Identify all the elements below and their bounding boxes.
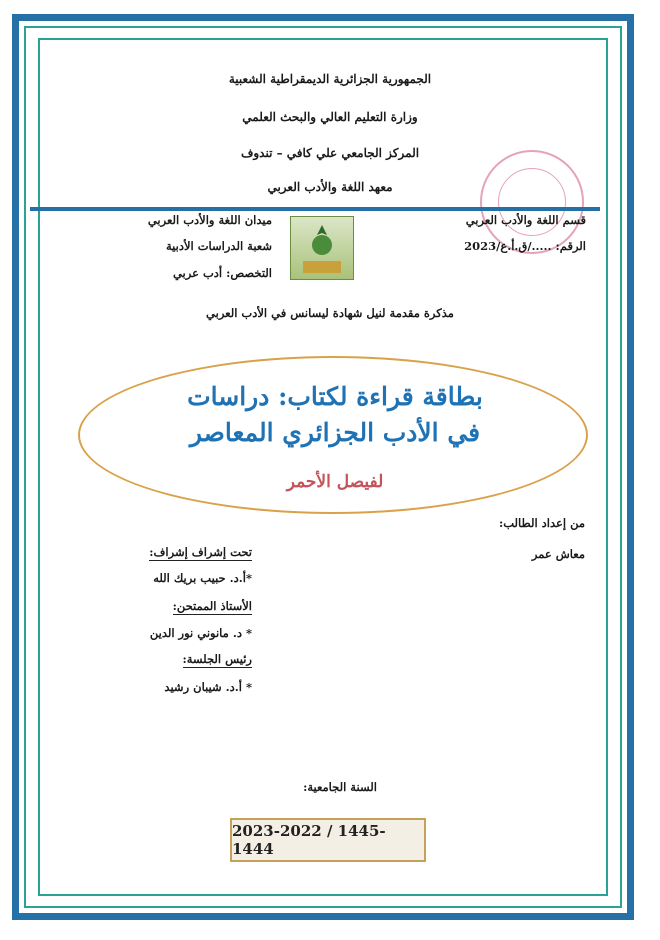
memo-statement: مذكرة مقدمة لنيل شهادة ليسانس في الأدب العربي xyxy=(206,306,454,320)
specialty-label: التخصص: أدب عربي xyxy=(172,266,272,280)
supervisor-label-text: تحت إشراف إشراف: xyxy=(149,545,252,559)
reference-number: الرقم: ...../ق.أ.ع/2023 xyxy=(464,239,586,253)
book-author: لفيصل الأحمر xyxy=(286,472,384,492)
header-institute: معهد اللغة والأدب العربي xyxy=(267,180,393,194)
examiner-label-text: الأستاذ الممتحن: xyxy=(172,599,252,613)
section-divider xyxy=(30,207,600,211)
header-country: الجمهورية الجزائرية الديمقراطية الشعبية xyxy=(228,72,432,86)
book-title-line2: في الأدب الجزائري المعاصر xyxy=(189,418,481,447)
supervisor-label xyxy=(100,545,252,559)
academic-year-label: السنة الجامعية: xyxy=(303,780,377,794)
examiner-label xyxy=(100,599,252,613)
chair-label-text: رئيس الجلسة: xyxy=(182,652,252,666)
department-label: قسم اللغة والأدب العربي xyxy=(465,213,586,227)
student-label: من إعداد الطالب: xyxy=(498,516,585,530)
branch-label: شعبة الدراسات الأدبية xyxy=(166,239,272,253)
chair-name: * أ.د. شيبان رشيد xyxy=(164,680,252,694)
book-title-line1: بطاقة قراءة لكتاب: دراسات xyxy=(187,382,483,411)
supervisor-name: *أ.د. حبيب بريك الله xyxy=(153,571,252,585)
academic-year-value: 2023-2022 / 1445-1444 xyxy=(232,822,386,858)
student-name: معاش عمر xyxy=(531,547,585,561)
header-ministry: وزارة التعليم العالي والبحث العلمي xyxy=(242,110,418,124)
chair-label xyxy=(100,652,252,666)
academic-year-box xyxy=(230,818,426,862)
examiner-name: * د. مانوني نور الدين xyxy=(149,626,252,640)
logo-emblem-icon xyxy=(291,217,353,279)
header-university: المركز الجامعي علي كافي – تندوف xyxy=(240,146,420,160)
university-logo xyxy=(290,216,354,280)
field-label: ميدان اللغة والأدب العربي xyxy=(147,213,272,227)
